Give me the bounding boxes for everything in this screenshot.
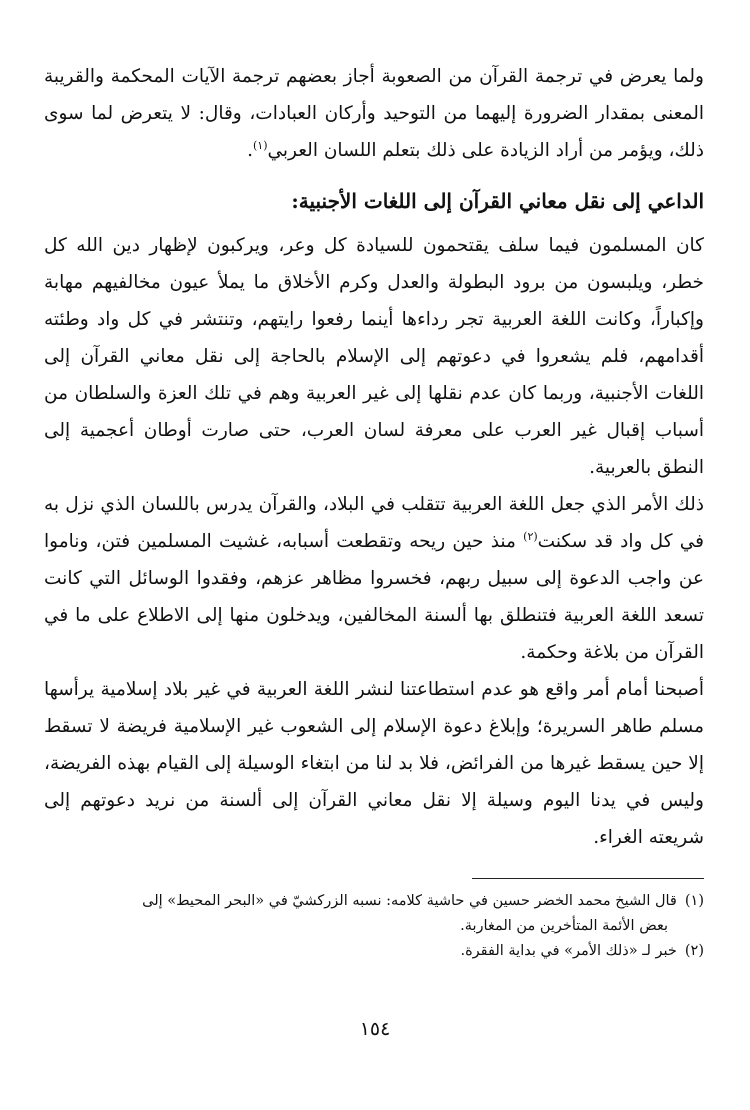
paragraph-intro-end: . <box>247 140 253 161</box>
footnote-2-line-1: خبر لـ «ذلك الأمر» في بداية الفقرة. <box>460 943 677 959</box>
page-body <box>44 58 704 964</box>
footnote-1-number: (١) <box>684 893 704 909</box>
paragraph-intro <box>44 58 704 169</box>
paragraph-main-2-part-b: منذ حين ريحه وتقطعت أسبابه، غشيت المسلمين فتن، وناموا عن واجب الدعوة إلى سبيل ربهم، فخسروا مظاهر عزهم، وفقدوا الوسائل التي كانت تسعد اللغة العربية فتنطلق بها ألسنة المخالفين، ويدخلون منها إلى الاطلاع على ما في القرآن من بلاغة وحكمة. <box>44 531 704 663</box>
paragraph-main-2 <box>44 486 704 671</box>
footnote-2-number: (٢) <box>684 943 704 959</box>
footnote-1-line-2: بعض الأئمة المتأخرين من المغاربة. <box>460 918 668 934</box>
footnotes <box>44 889 704 964</box>
footnote-ref-2[interactable]: (٢) <box>523 529 538 543</box>
footnote-1 <box>44 889 704 939</box>
section-heading: الداعي إلى نقل معاني القرآن إلى اللغات الأجنبية: <box>291 189 704 213</box>
paragraph-main-2-part-a: ذلك الأمر الذي جعل اللغة العربية تتقلب في البلاد، والقرآن يدرس باللسان الذي نزل به في كل واد قد سكنت <box>44 494 704 552</box>
paragraph-intro-text: ولما يعرض في ترجمة القرآن من الصعوبة أجاز بعضهم ترجمة الآيات المحكمة والقريبة المعنى بمقدار الضرورة إليهما من التوحيد وأركان العبادات، وقال: لا يتعرض لما سوى ذلك، ويؤمر من أراد الزيادة على ذلك بتعلم اللسان العربي <box>44 66 704 161</box>
footnote-2 <box>44 939 704 964</box>
paragraph-main-3: أصبحنا أمام أمر واقع هو عدم استطاعتنا لنشر اللغة العربية في غير بلاد إسلامية يرأسها مسلم طاهر السريرة؛ وإبلاغ دعوة الإسلام إلى الشعوب غير الإسلامية فريضة لا تسقط إلا حين يسقط غيرها من الفرائض، فلا بد لنا من ابتغاء الوسيلة إلى القيام بهذه الفريضة، وليس في يدنا اليوم وسيلة إلا نقل معاني القرآن إلى ألسنة من نريد دعوتهم إلى شريعته الغراء. <box>44 679 704 848</box>
paragraph-main-1: كان المسلمون فيما سلف يقتحمون للسيادة كل وعر، ويركبون لإظهار دين الله كل خطر، ويلبسون من برود البطولة والعدل وكرم الأخلاق ما يملأ عيون مخالفيهم مهابة وإكباراً، وكانت اللغة العربية تجر رداءها أينما رفعوا رايتهم، وتنتشر في كل واد وطئته أقدامهم، فلم يشعروا في دعوتهم إلى الإسلام بالحاجة إلى نقل معاني القرآن إلى اللغات الأجنبية، وربما كان عدم نقلها إلى غير العربية وهم في تلك العزة والسلطان من أسباب إقبال غير العرب على معرفة لسان العرب، حتى صارت أوطان أعجمية إلى النطق بالعربية. <box>44 235 704 478</box>
footnote-1-line-1: قال الشيخ محمد الخضر حسين في حاشية كلامه: نسبه الزركشيّ في «البحر المحيط» إلى <box>142 893 677 909</box>
footnote-divider <box>472 878 704 879</box>
footnote-ref-1[interactable]: (١) <box>252 138 268 152</box>
page-number: ١٥٤ <box>359 1018 391 1040</box>
